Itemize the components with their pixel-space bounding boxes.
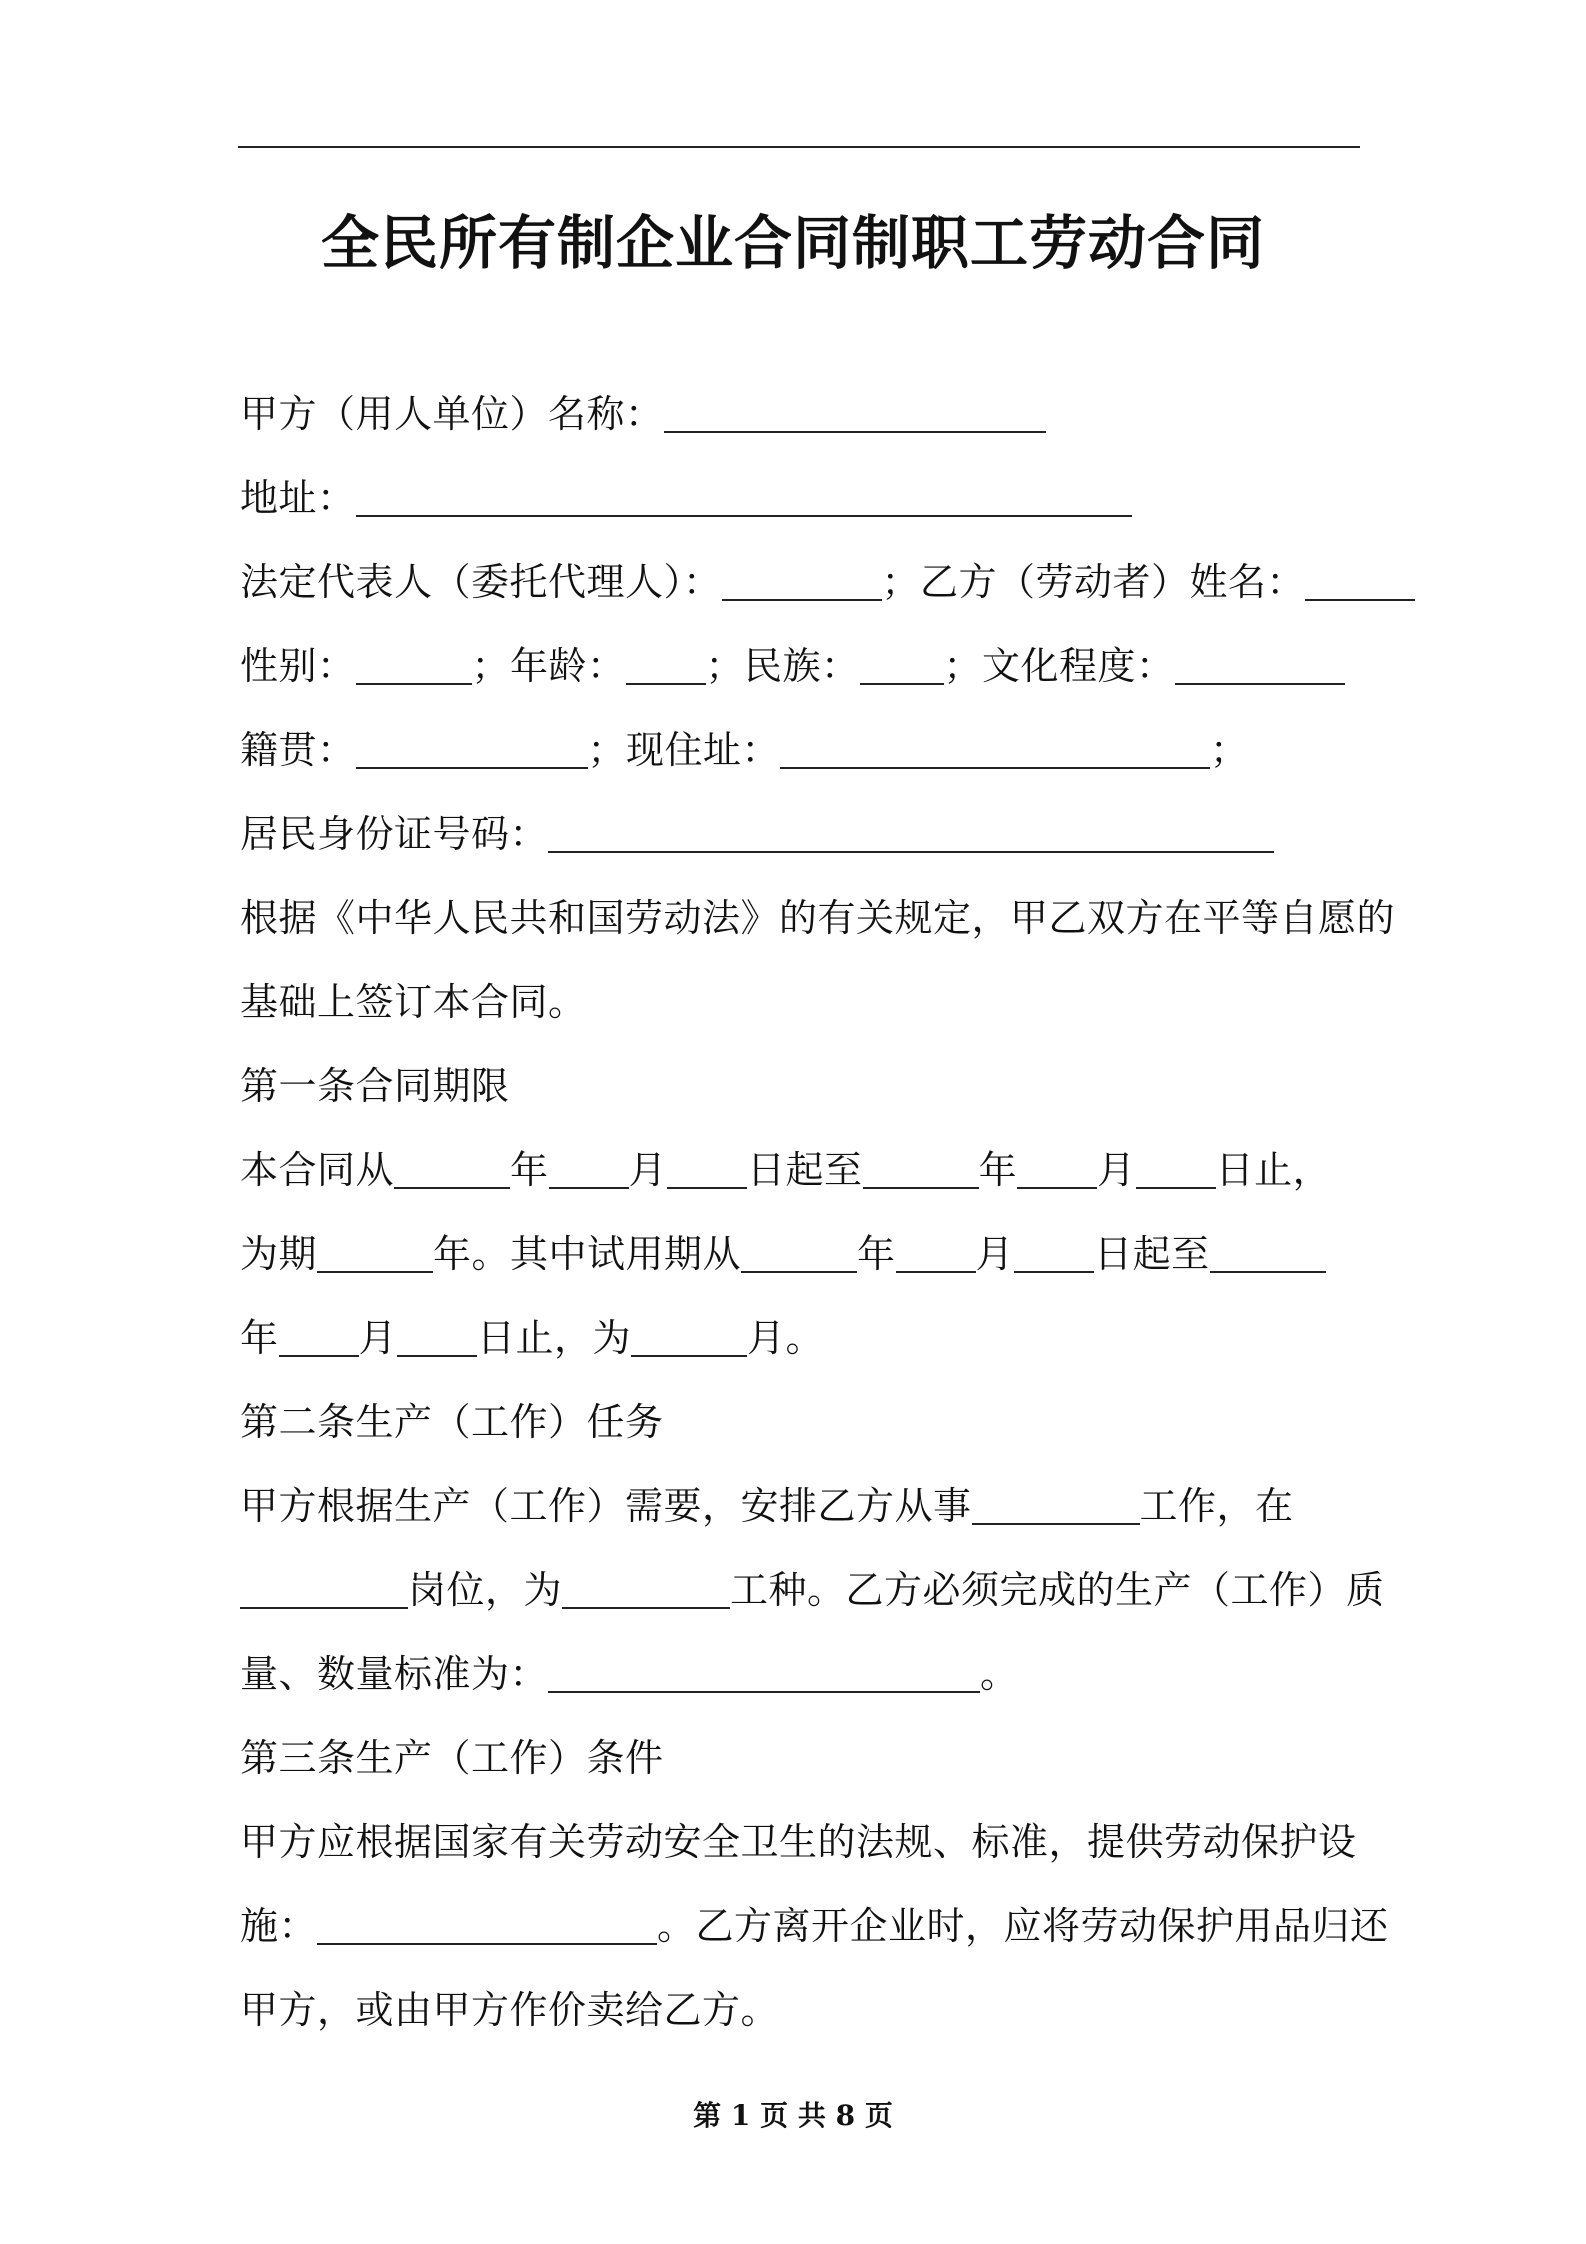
blank-term-years[interactable] bbox=[317, 1235, 433, 1273]
line-id-number bbox=[240, 792, 1380, 876]
task-text: 工作，在 bbox=[1139, 1484, 1294, 1528]
blank-position[interactable] bbox=[240, 1571, 408, 1609]
article-1-heading bbox=[240, 1044, 1380, 1128]
footer-prefix: 第 bbox=[693, 2099, 722, 2132]
article-1-title: 第一条合同期限 bbox=[240, 1064, 510, 1108]
label-party-a-name: 甲方（用人单位）名称： bbox=[240, 392, 664, 436]
term-text: 年 bbox=[510, 1148, 549, 1192]
blank-probation-months[interactable] bbox=[631, 1319, 747, 1357]
task-text: 量、数量标准为： bbox=[240, 1652, 549, 1696]
blank-education[interactable] bbox=[1175, 647, 1345, 685]
article-2-title: 第二条生产（工作）任务 bbox=[240, 1400, 664, 1444]
label-education: ；文化程度： bbox=[943, 644, 1175, 688]
label-id-number: 居民身份证号码： bbox=[240, 812, 549, 856]
line-end-semicolon: ； bbox=[1210, 728, 1249, 772]
label-representative: 法定代表人（委托代理人）： bbox=[240, 560, 722, 604]
line-term-1 bbox=[240, 1128, 1380, 1212]
blank-work-type[interactable] bbox=[562, 1571, 730, 1609]
conditions-text: 甲方，或由甲方作价卖给乙方。 bbox=[240, 1988, 780, 2032]
term-text: 月 bbox=[628, 1148, 668, 1192]
document-title: 全民所有制企业合同制职工劳动合同 bbox=[320, 209, 1265, 277]
blank-ethnicity[interactable] bbox=[860, 647, 944, 685]
blank-probation-end-month[interactable] bbox=[279, 1319, 359, 1357]
term-text: 年 bbox=[240, 1316, 279, 1360]
preamble-text-2: 基础上签订本合同。 bbox=[240, 980, 587, 1024]
line-preamble-2 bbox=[240, 960, 1380, 1044]
label-gender: 性别： bbox=[240, 644, 356, 688]
line-conditions-1 bbox=[240, 1800, 1380, 1884]
blank-end-day[interactable] bbox=[1136, 1151, 1216, 1189]
blank-party-a-name[interactable] bbox=[664, 395, 1046, 433]
blank-current-address[interactable] bbox=[780, 731, 1210, 769]
blank-start-year[interactable] bbox=[394, 1151, 510, 1189]
task-text: 甲方根据生产（工作）需要，安排乙方从事 bbox=[240, 1484, 972, 1528]
line-address bbox=[240, 456, 1380, 540]
line-term-3 bbox=[240, 1296, 1380, 1380]
term-text: 年 bbox=[978, 1148, 1018, 1192]
blank-age[interactable] bbox=[626, 647, 706, 685]
blank-probation-start-day[interactable] bbox=[1014, 1235, 1094, 1273]
blank-end-year[interactable] bbox=[863, 1151, 979, 1189]
task-text: 岗位，为 bbox=[408, 1568, 563, 1612]
label-native-place: 籍贯： bbox=[240, 728, 356, 772]
article-2-heading bbox=[240, 1380, 1380, 1464]
blank-probation-start-year[interactable] bbox=[741, 1235, 857, 1273]
term-text: 本合同从 bbox=[240, 1148, 395, 1192]
blank-party-b-name[interactable] bbox=[1305, 563, 1415, 601]
term-text: 日止， bbox=[1215, 1148, 1332, 1192]
term-text: 日起至 bbox=[747, 1148, 863, 1192]
line-conditions-2 bbox=[240, 1884, 1389, 1968]
conditions-text: 施： bbox=[240, 1904, 318, 1948]
article-3-heading bbox=[240, 1716, 1380, 1800]
blank-native-place[interactable] bbox=[356, 731, 588, 769]
term-text: 月 bbox=[358, 1316, 398, 1360]
contract-body bbox=[240, 372, 1396, 2052]
blank-protection-facilities[interactable] bbox=[317, 1907, 657, 1945]
line-task-3 bbox=[240, 1632, 1380, 1716]
line-conditions-3 bbox=[240, 1968, 1380, 2052]
term-text: 月 bbox=[975, 1232, 1015, 1276]
line-task-2 bbox=[240, 1548, 1385, 1632]
header-rule bbox=[238, 146, 1360, 148]
blank-start-month[interactable] bbox=[549, 1151, 629, 1189]
label-current-address: ；现住址： bbox=[587, 728, 781, 772]
task-text: 工种。乙方必须完成的生产（工作）质 bbox=[730, 1568, 1385, 1612]
blank-probation-start-month[interactable] bbox=[896, 1235, 976, 1273]
line-origin-residence bbox=[240, 708, 1380, 792]
blank-probation-end-year[interactable] bbox=[1210, 1235, 1326, 1273]
preamble-text-1: 根据《中华人民共和国劳动法》的有关规定，甲乙双方在平等自愿的 bbox=[240, 896, 1396, 940]
label-party-b-name: ；乙方（劳动者）姓名： bbox=[881, 560, 1306, 604]
page-footer bbox=[0, 2094, 1586, 2134]
blank-address[interactable] bbox=[356, 479, 1132, 517]
conditions-text: 甲方应根据国家有关劳动安全卫生的法规、标准，提供劳动保护设 bbox=[240, 1820, 1357, 1864]
line-personal-info bbox=[240, 624, 1380, 708]
blank-quality-standard[interactable] bbox=[548, 1655, 980, 1693]
line-term-2 bbox=[240, 1212, 1380, 1296]
term-text: 年 bbox=[857, 1232, 896, 1276]
blank-job[interactable] bbox=[972, 1487, 1140, 1525]
line-task-1 bbox=[240, 1464, 1380, 1548]
blank-id-number[interactable] bbox=[548, 815, 1274, 853]
term-text: 年。其中试用期从 bbox=[433, 1232, 742, 1276]
blank-gender[interactable] bbox=[356, 647, 472, 685]
term-text: 为期 bbox=[240, 1232, 318, 1276]
term-text: 月 bbox=[1097, 1148, 1136, 1192]
blank-start-day[interactable] bbox=[667, 1151, 747, 1189]
conditions-text: 。乙方离开企业时，应将劳动保护用品归还 bbox=[657, 1904, 1389, 1948]
blank-representative[interactable] bbox=[722, 563, 882, 601]
task-text: 。 bbox=[980, 1652, 1019, 1696]
line-party-a-name bbox=[240, 372, 1380, 456]
line-representative bbox=[240, 540, 1380, 624]
footer-middle: 页 共 bbox=[760, 2099, 826, 2132]
label-age: ；年龄： bbox=[471, 644, 626, 688]
line-preamble-1 bbox=[240, 876, 1396, 960]
term-text: 日起至 bbox=[1094, 1232, 1210, 1276]
label-address: 地址： bbox=[240, 476, 356, 520]
blank-probation-end-day[interactable] bbox=[397, 1319, 477, 1357]
term-text: 月。 bbox=[747, 1316, 825, 1360]
footer-total-pages: 8 bbox=[835, 2099, 856, 2132]
article-3-title: 第三条生产（工作）条件 bbox=[240, 1736, 664, 1780]
term-text: 日止，为 bbox=[477, 1316, 632, 1360]
footer-suffix: 页 bbox=[864, 2099, 893, 2132]
footer-page-number: 1 bbox=[730, 2099, 751, 2132]
label-ethnicity: ；民族： bbox=[705, 644, 860, 688]
blank-end-month[interactable] bbox=[1017, 1151, 1097, 1189]
